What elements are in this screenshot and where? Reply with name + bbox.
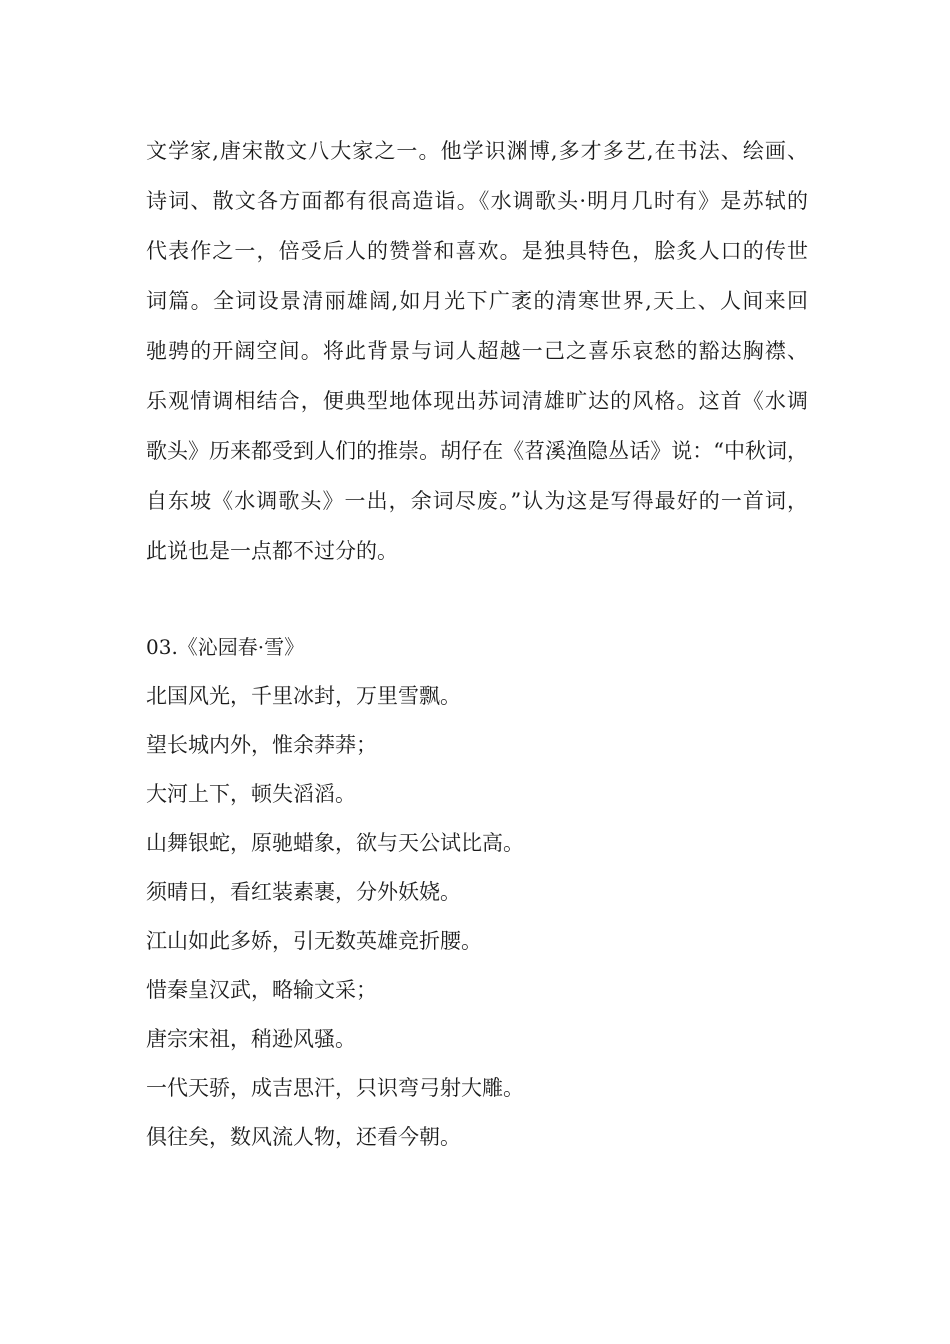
poem-line: 望长城内外，惟余莽莽； [146, 733, 377, 757]
paragraph-line: 诗词、散文各方面都有很高造诣。《水调歌头·明月几时有》是苏轼的 [146, 189, 808, 213]
poem-line: 山舞银蛇，原驰蜡象，欲与天公试比高。 [146, 831, 524, 855]
poem-line: 北国风光，千里冰封，万里雪飘。 [146, 684, 461, 708]
poem-line: 俱往矣，数风流人物，还看今朝。 [146, 1125, 461, 1149]
paragraph-line: 乐观情调相结合，便典型地体现出苏词清雄旷达的风格。这首《水调 [146, 389, 808, 413]
poem-title: 03.《沁园春·雪》 [146, 635, 305, 659]
paragraph-line: 此说也是一点都不过分的。 [146, 539, 398, 563]
paragraph-line: 自东坡《水调歌头》一出，余词尽废。”认为这是写得最好的一首词， [146, 489, 808, 513]
poem-line: 唐宗宋祖，稍逊风骚。 [146, 1027, 356, 1051]
poem-line: 惜秦皇汉武，略输文采； [146, 978, 377, 1002]
poem-line: 须晴日，看红装素裹，分外妖娆。 [146, 880, 461, 904]
commentary-paragraph [146, 126, 808, 576]
poem-line: 江山如此多娇，引无数英雄竞折腰。 [146, 929, 482, 953]
paragraph-line: 代表作之一，倍受后人的赞誉和喜欢。是独具特色，脍炙人口的传世 [146, 239, 808, 263]
paragraph-line: 文学家,唐宋散文八大家之一。他学识渊博,多才多艺,在书法、绘画、 [146, 139, 808, 163]
paragraph-line: 驰骋的开阔空间。将此背景与词人超越一己之喜乐哀愁的豁达胸襟、 [146, 339, 808, 363]
poem-line: 大河上下，顿失滔滔。 [146, 782, 356, 806]
paragraph-line: 词篇。全词设景清丽雄阔,如月光下广袤的清寒世界,天上、人间来回 [146, 289, 808, 313]
paragraph-line: 歌头》历来都受到人们的推崇。胡仔在《苕溪渔隐丛话》说：“中秋词， [146, 439, 808, 463]
poem-line: 一代天骄，成吉思汗，只识弯弓射大雕。 [146, 1076, 524, 1100]
poem-section [146, 623, 808, 1162]
